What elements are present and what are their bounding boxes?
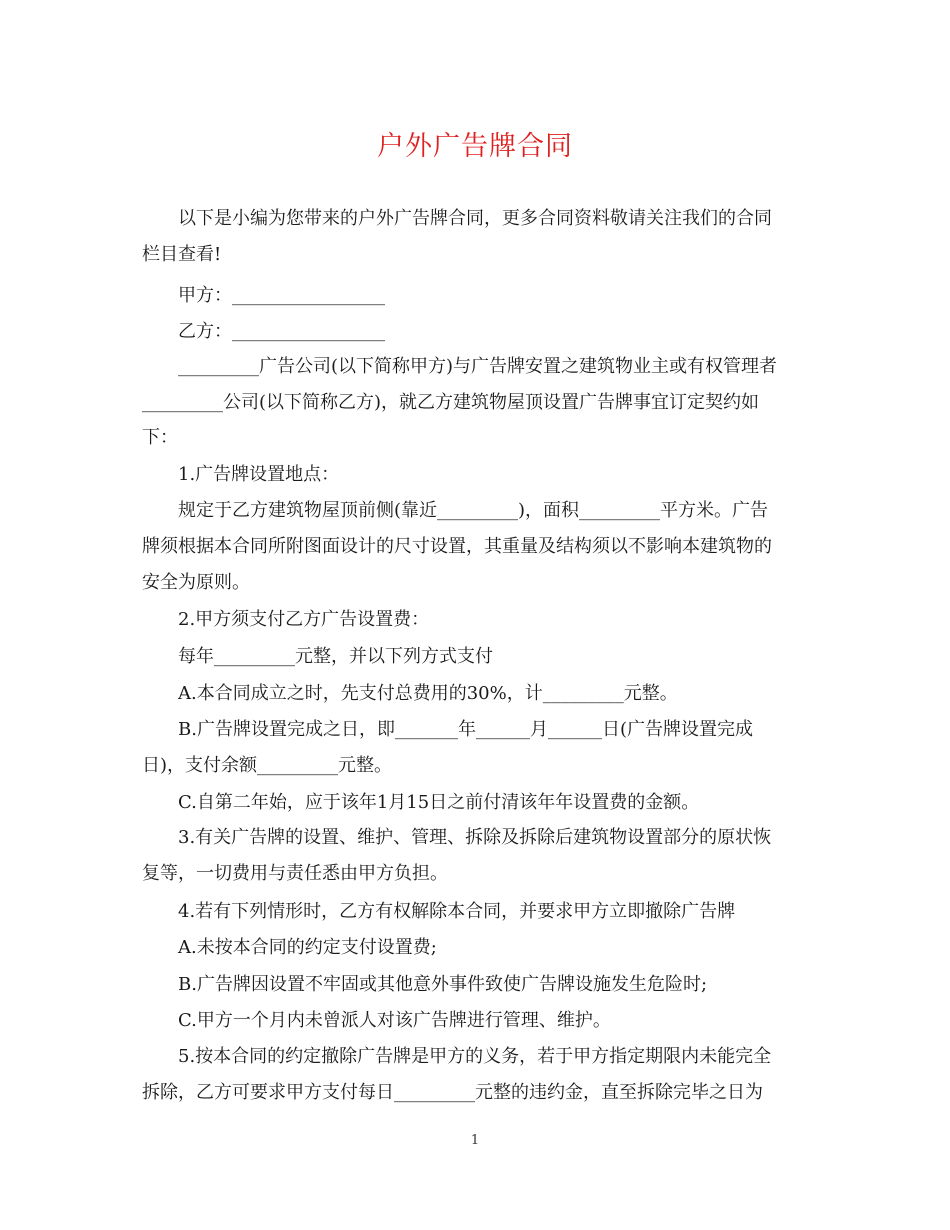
text-line: _________公司(以下简称乙方)，就乙方建筑物屋顶设置广告牌事宜订定契约如 — [142, 392, 760, 413]
text-line: 安全为原则。 — [142, 572, 250, 593]
text-line: 下： — [142, 427, 178, 448]
text-line: 规定于乙方建筑物屋顶前侧(靠近_________)，面积_________平方米。广告 — [142, 500, 769, 521]
text-line: 拆除，乙方可要求甲方支付每日_________元整的违约金，直至拆除完毕之日为 — [142, 1082, 763, 1103]
text-line: _________广告公司(以下简称甲方)与广告牌安置之建筑物业主或有权管理者 — [142, 356, 778, 377]
text-line: B.广告牌设置完成之日，即_______年______月______日(广告牌设置完成 — [142, 719, 753, 740]
text-line: 2.甲方须支付乙方广告设置费： — [142, 609, 430, 630]
text-line: 牌须根据本合同所附图面设计的尺寸设置，其重量及结构须以不影响本建筑物的 — [142, 536, 772, 557]
document-title: 户外广告牌合同 — [377, 131, 573, 162]
text-line: 甲方：_________________ — [142, 285, 385, 306]
text-line: 1.广告牌设置地点： — [142, 464, 340, 485]
text-line: 3.有关广告牌的设置、维护、管理、拆除及拆除后建筑物设置部分的原状恢 — [142, 827, 772, 848]
text-line: 乙方：_________________ — [142, 321, 385, 342]
text-line: 复等，一切费用与责任悉由甲方负担。 — [142, 863, 448, 884]
text-line: B.广告牌因设置不牢固或其他意外事件致使广告牌设施发生危险时; — [142, 974, 708, 995]
text-line: A.未按本合同的约定支付设置费; — [142, 937, 437, 958]
text-line: C.甲方一个月内未曾派人对该广告牌进行管理、维护。 — [142, 1010, 611, 1031]
text-line: 以下是小编为您带来的户外广告牌合同，更多合同资料敬请关注我们的合同 — [142, 208, 772, 229]
text-line: 栏目查看! — [142, 244, 222, 265]
text-line: A.本合同成立之时，先支付总费用的30%，计_________元整。 — [142, 683, 678, 704]
text-line: 4.若有下列情形时，乙方有权解除本合同，并要求甲方立即撤除广告牌 — [142, 901, 736, 922]
text-line: 每年_________元整，并以下列方式支付 — [142, 646, 493, 667]
page-number: 1 — [470, 1133, 480, 1148]
text-line: 5.按本合同的约定撤除广告牌是甲方的义务，若于甲方指定期限内未能完全 — [142, 1046, 772, 1067]
text-line: 日)，支付余额_________元整。 — [142, 755, 393, 776]
text-line: C.自第二年始，应于该年1月15日之前付清该年年设置费的金额。 — [142, 792, 700, 813]
